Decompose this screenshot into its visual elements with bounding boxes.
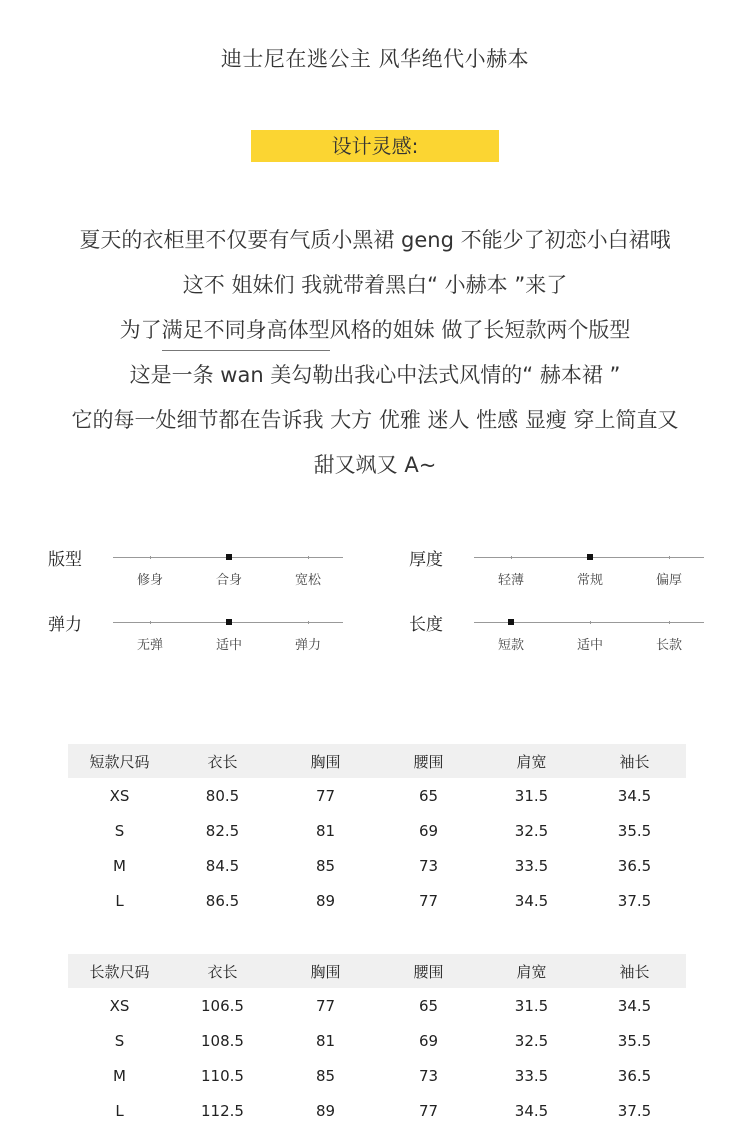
selected-marker: [508, 619, 514, 625]
table-row: [68, 778, 686, 813]
attribute-label: 长度: [409, 615, 443, 635]
table-cell: 69: [418, 821, 439, 840]
table-cell: S: [114, 821, 125, 840]
long-size-table: [68, 954, 686, 1128]
selected-marker: [587, 554, 593, 560]
table-header: 衣长: [171, 744, 274, 778]
table-row: [68, 813, 686, 848]
scale-tick: [308, 556, 309, 559]
table-row: [68, 848, 686, 883]
table-cell: 77: [418, 1101, 439, 1120]
table-cell: 65: [418, 996, 439, 1015]
description-line: 这是一条 wan 美勾勒出我心中法式风情的“ 赫本裙 ”: [129, 363, 621, 387]
table-header-row: [68, 954, 686, 988]
table-cell: 77: [418, 891, 439, 910]
table-cell: XS: [109, 786, 130, 805]
table-cell: 81: [315, 1031, 336, 1050]
attribute-elasticity: [48, 610, 348, 653]
attribute-option: 长款: [655, 638, 682, 653]
description-line: [0, 308, 750, 353]
table-cell: 32.5: [514, 821, 549, 840]
table-cell: 31.5: [514, 786, 549, 805]
page-title: 迪士尼在逃公主 风华绝代小赫本: [220, 47, 530, 71]
table-row: [68, 1023, 686, 1058]
table-cell: 34.5: [617, 996, 652, 1015]
scale-tick: [150, 621, 151, 624]
table-header: 胸围: [274, 744, 377, 778]
description-line: 它的每一处细节都在告诉我 大方 优雅 迷人 性感 显瘦 穿上简直又: [71, 408, 679, 432]
attribute-option: 偏厚: [655, 573, 682, 588]
attribute-option: 适中: [215, 638, 242, 653]
table-cell: 69: [418, 1031, 439, 1050]
table-cell: 89: [315, 1101, 336, 1120]
table-cell: M: [113, 856, 126, 875]
description-block: [0, 218, 750, 488]
table-row: [68, 1058, 686, 1093]
table-header: 肩宽: [480, 954, 583, 988]
attribute-option: 短款: [497, 638, 524, 653]
selected-marker: [226, 619, 232, 625]
table-header: 腰围: [377, 744, 480, 778]
table-cell: 73: [418, 856, 439, 875]
attribute-fit: [48, 545, 348, 588]
table-cell: 112.5: [201, 1101, 244, 1120]
attribute-option: 无弹: [136, 638, 163, 653]
attribute-option: 弹力: [294, 638, 321, 653]
table-cell: 86.5: [205, 891, 240, 910]
description-line: 甜又飒又 A~: [313, 453, 437, 477]
table-cell: 37.5: [617, 1101, 652, 1120]
table-header: 短款尺码: [68, 744, 171, 778]
table-header: 胸围: [274, 954, 377, 988]
table-cell: 32.5: [514, 1031, 549, 1050]
description-text: 为了: [119, 318, 162, 342]
table-cell: 85: [315, 856, 336, 875]
description-text: 风格的姐妹 做了长短款两个版型: [329, 318, 631, 342]
underlined-text: 满足不同身高体型: [162, 308, 330, 353]
table-cell: 73: [418, 1066, 439, 1085]
attribute-length: [409, 610, 709, 653]
table-header: 袖长: [583, 954, 686, 988]
table-header: 肩宽: [480, 744, 583, 778]
table-cell: 31.5: [514, 996, 549, 1015]
table-cell: 108.5: [201, 1031, 244, 1050]
attribute-thickness: [409, 545, 709, 588]
attribute-label: 厚度: [409, 550, 443, 570]
table-header: 袖长: [583, 744, 686, 778]
table-cell: 77: [315, 786, 336, 805]
attribute-option: 常规: [576, 573, 603, 588]
table-cell: 82.5: [205, 821, 240, 840]
table-cell: L: [115, 891, 124, 910]
table-cell: 84.5: [205, 856, 240, 875]
table-cell: 81: [315, 821, 336, 840]
selected-marker: [226, 554, 232, 560]
scale-tick: [590, 621, 591, 624]
table-cell: L: [115, 1101, 124, 1120]
table-header: 长款尺码: [68, 954, 171, 988]
table-cell: 65: [418, 786, 439, 805]
attribute-option: 宽松: [294, 573, 321, 588]
attribute-label: 弹力: [48, 615, 82, 635]
scale-tick: [669, 621, 670, 624]
table-cell: 35.5: [617, 821, 652, 840]
attribute-option: 轻薄: [497, 573, 524, 588]
attribute-option: 修身: [136, 573, 163, 588]
table-cell: 85: [315, 1066, 336, 1085]
table-cell: 36.5: [617, 856, 652, 875]
table-cell: 77: [315, 996, 336, 1015]
table-cell: 34.5: [617, 786, 652, 805]
table-cell: 80.5: [205, 786, 240, 805]
attribute-option: 适中: [576, 638, 603, 653]
table-cell: 89: [315, 891, 336, 910]
scale-tick: [150, 556, 151, 559]
table-row: [68, 883, 686, 918]
table-cell: 34.5: [514, 891, 549, 910]
short-size-table: [68, 744, 686, 918]
scale-tick: [511, 556, 512, 559]
table-cell: 110.5: [201, 1066, 244, 1085]
table-cell: 33.5: [514, 1066, 549, 1085]
table-header: 腰围: [377, 954, 480, 988]
scale-tick: [308, 621, 309, 624]
table-cell: XS: [109, 996, 130, 1015]
table-cell: S: [114, 1031, 125, 1050]
attribute-label: 版型: [48, 550, 82, 570]
table-row: [68, 988, 686, 1023]
table-cell: M: [113, 1066, 126, 1085]
scale-tick: [669, 556, 670, 559]
table-row: [68, 1093, 686, 1128]
description-line: 这不 姐妹们 我就带着黑白“ 小赫本 ”来了: [182, 273, 568, 297]
table-header: 衣长: [171, 954, 274, 988]
table-cell: 106.5: [201, 996, 244, 1015]
table-header-row: [68, 744, 686, 778]
table-cell: 35.5: [617, 1031, 652, 1050]
table-cell: 34.5: [514, 1101, 549, 1120]
description-line: 夏天的衣柜里不仅要有气质小黑裙 geng 不能少了初恋小白裙哦: [79, 228, 671, 252]
table-cell: 36.5: [617, 1066, 652, 1085]
table-cell: 33.5: [514, 856, 549, 875]
attribute-option: 合身: [215, 573, 242, 588]
table-cell: 37.5: [617, 891, 652, 910]
design-inspiration-badge: 设计灵感:: [251, 130, 499, 162]
